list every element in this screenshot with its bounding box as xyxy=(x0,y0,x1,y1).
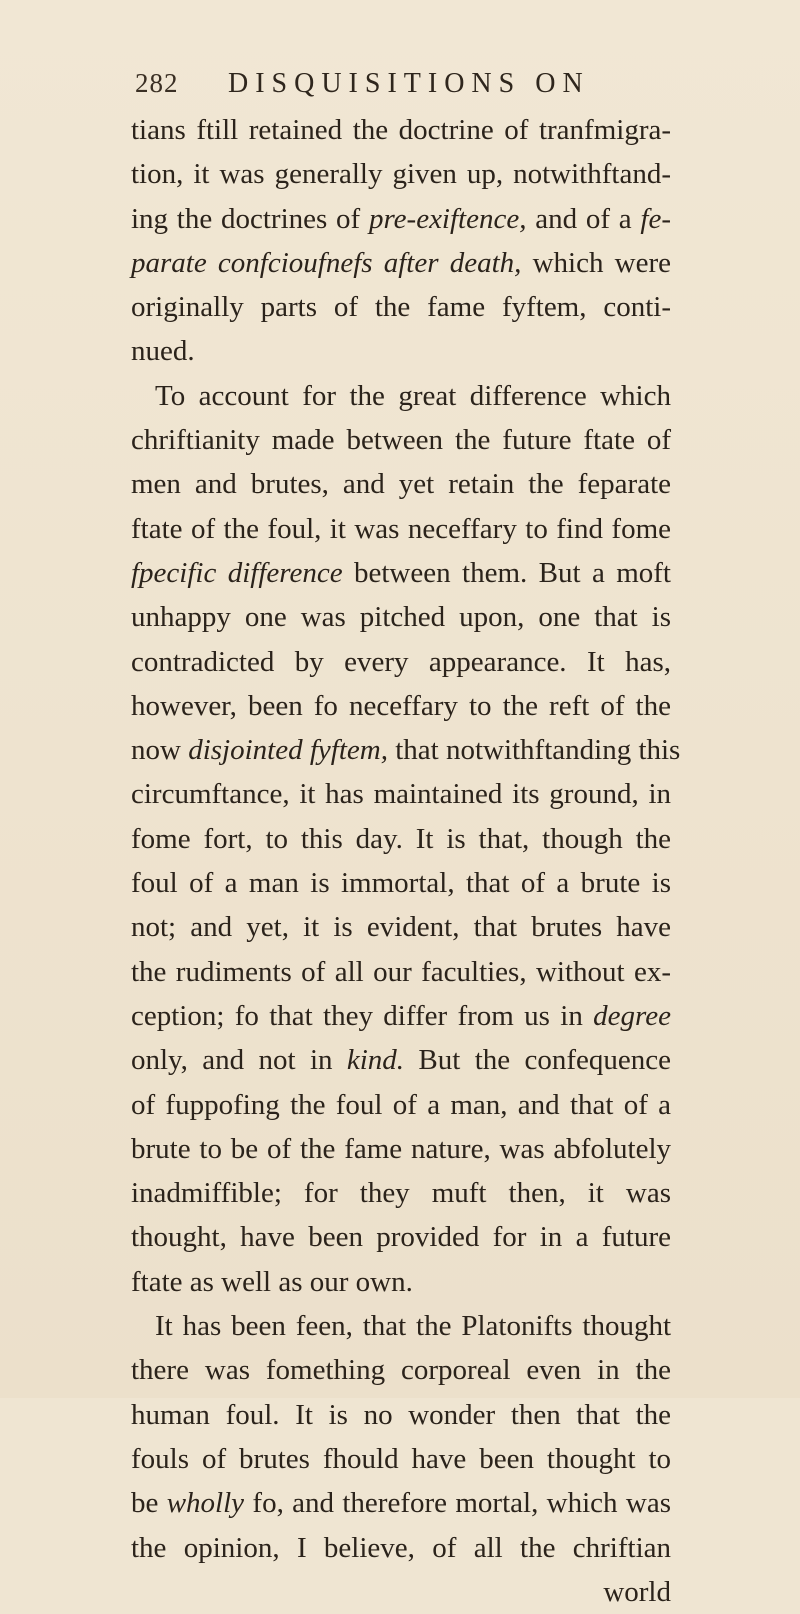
running-head: DISQUISITIONS ON xyxy=(228,68,590,99)
italic-text: fpecific difference xyxy=(131,556,343,589)
page-number: 282 xyxy=(135,68,179,98)
italic-text: degree xyxy=(593,999,671,1032)
paragraph-2 xyxy=(131,374,681,1304)
text-line: the opinion, I believe, of all the chriftian xyxy=(131,1531,671,1564)
text-line: thought, have been provided for in a future xyxy=(131,1221,671,1254)
page-header xyxy=(0,68,800,108)
text-line: originally parts of the fame fyftem, conti- xyxy=(131,291,671,324)
text-line: fouls of brutes fhould have been thought to xyxy=(131,1442,671,1475)
text-line: be wholly fo, and therefore mortal, which was xyxy=(131,1487,671,1520)
text-line: only, and not in kind. But the confequence xyxy=(131,1044,671,1077)
paragraph-3 xyxy=(131,1304,671,1570)
text-line: ception; fo that they differ from us in degree xyxy=(131,999,671,1032)
text-line: brute to be of the fame nature, was abfolutely xyxy=(131,1132,671,1165)
text-line: fpecific difference between them. But a moft xyxy=(131,556,671,589)
italic-text: disjointed fyftem, xyxy=(188,734,388,767)
text-line: inadmiffible; for they muft then, it was xyxy=(131,1177,671,1210)
text-line: tians ftill retained the doctrine of tranfmigra- xyxy=(131,114,671,146)
text-line: parate confcioufnefs after death, which were xyxy=(131,246,671,279)
catchword: world xyxy=(603,1575,671,1608)
text-line: however, been fo neceffary to the reft of the xyxy=(131,689,671,722)
text-line: nued. xyxy=(131,335,195,368)
paragraph-1 xyxy=(131,108,671,374)
text-line: circumftance, it has maintained its ground, in xyxy=(131,778,671,811)
text-line: chriftianity made between the future ftate of xyxy=(131,424,671,457)
text-line: human foul. It is no wonder then that the xyxy=(131,1398,671,1431)
text-line: not; and yet, it is evident, that brutes have xyxy=(131,911,671,944)
text-line: It has been feen, that the Platonifts thought xyxy=(155,1310,671,1343)
italic-text: pre-exiftence, xyxy=(368,202,527,235)
text-line: contradicted by every appearance. It has, xyxy=(131,645,671,678)
text-line: ftate of the foul, it was neceffary to find fome xyxy=(131,512,671,545)
text-line: To account for the great difference which xyxy=(155,379,671,412)
text-line: men and brutes, and yet retain the feparate xyxy=(131,468,671,501)
italic-text: kind. xyxy=(346,1044,405,1077)
italic-text: wholly xyxy=(166,1487,245,1520)
text-line: unhappy one was pitched upon, one that is xyxy=(131,601,671,634)
body-text xyxy=(131,108,681,1614)
text-line: ing the doctrines of pre-exiftence, and of a fe- xyxy=(131,202,671,235)
text-line: fome fort, to this day. It is that, though the xyxy=(131,822,671,855)
italic-text: parate confcioufnefs after death, xyxy=(131,246,522,279)
text-line: ftate as well as our own. xyxy=(131,1265,413,1298)
italic-text: fe- xyxy=(640,202,671,235)
text-line: there was fomething corporeal even in the xyxy=(131,1354,671,1387)
text-line: the rudiments of all our faculties, without ex- xyxy=(131,955,671,988)
text-line: foul of a man is immortal, that of a brute is xyxy=(131,867,671,900)
text-line: of fuppofing the foul of a man, and that of a xyxy=(131,1088,671,1121)
text-line: now disjointed fyftem, that notwithftanding this xyxy=(131,734,681,767)
text-line: tion, it was generally given up, notwithftand- xyxy=(131,158,671,191)
